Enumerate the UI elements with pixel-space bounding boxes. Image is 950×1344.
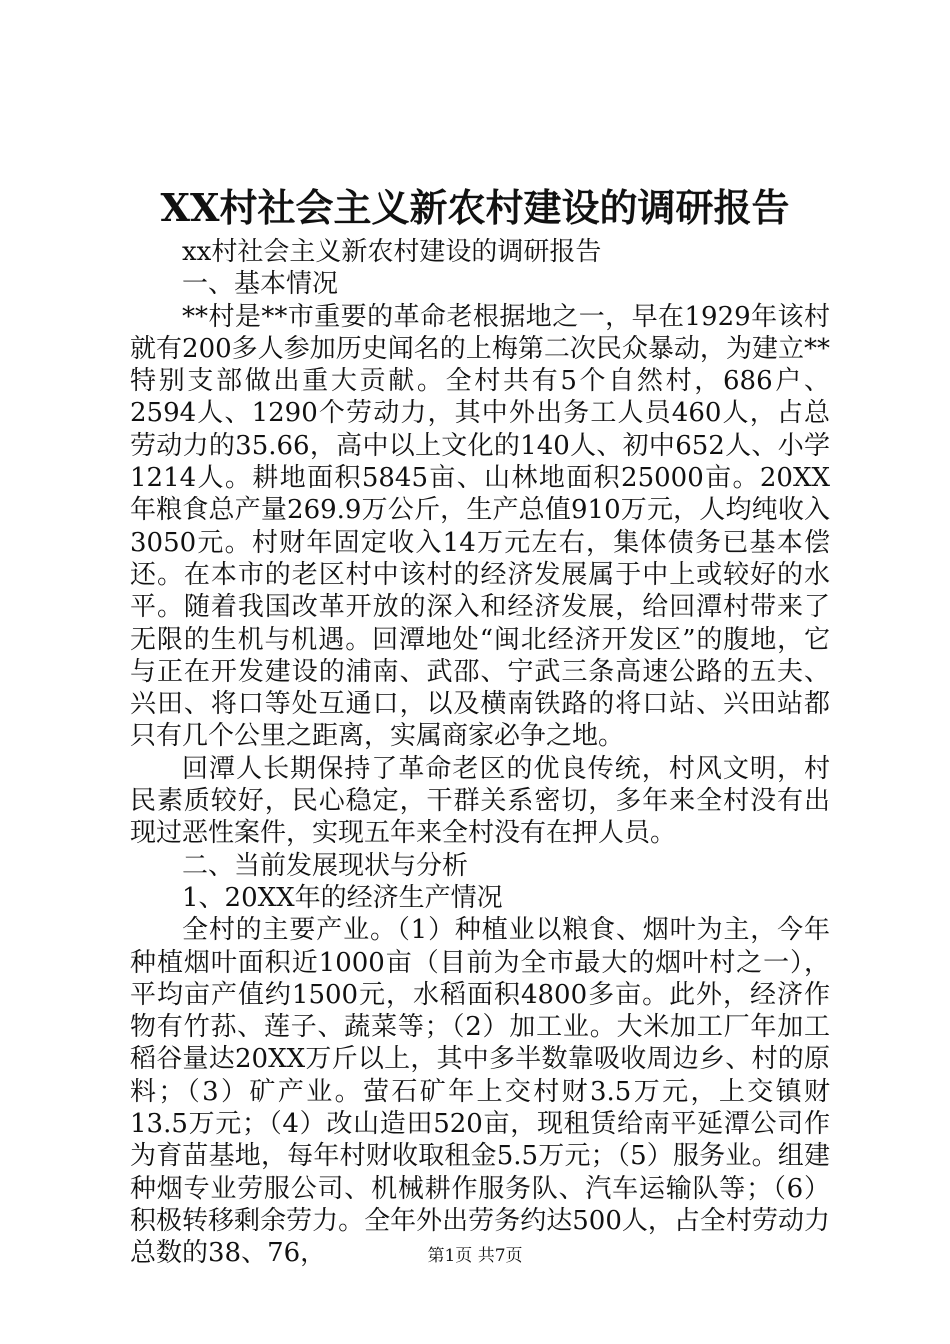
body-paragraph: 全村的主要产业。（1）种植业以粮食、烟叶为主，今年种植烟叶面积近1000亩（目前为全市最大的烟叶村之一），平均亩产值约1500元，水稻面积4800多亩。此外，经济作物有竹荪、莲子、蔬菜等；（2）加工业。大米加工厂年加工稻谷量达20XX万斤以上，其中多半数靠吸收周边乡、村的原料；（3）矿产业。萤石矿年上交村财3.5万元，上交镇财13.5万元；（4）改山造田520亩，现租赁给南平延潭公司作为育苗基地，每年村财收取租金5.5万元；（5）服务业。组建种烟专业劳服公司、机械耕作服务队、汽车运输队等；（6）积极转移剩余劳力。全年外出劳务约达500人，占全村劳动力总数的38、76， — [130, 915, 830, 1269]
subtitle-paragraph: xx村社会主义新农村建设的调研报告 — [182, 237, 602, 267]
section-heading-status: 二、当前发展现状与分析 — [182, 850, 469, 881]
body-paragraph: **村是**市重要的革命老根据地之一，早在1929年该村就有200多人参加历史闻名的上梅第二次民众暴动，为建立**特别支部做出重大贡献。全村共有5个自然村，686户、2594人、1290个劳动力，其中外出务工人员460人，占总劳动力的35.66，高中以上文化的140人、初中652人、小学1214人。耕地面积5845亩、山林地面积25000亩。20XX年粮食总产量269.9万公斤，生产总值910万元，人均纯收入3050元。村财年固定收入14万元左右，集体债务已基本偿还。在本市的老区村中该村的经济发展属于中上或较好的水平。随着我国改革开放的深入和经济发展，给回潭村带来了无限的生机与机遇。回潭地处“闽北经济开发区”的腹地，它与正在开发建设的浦南、武邵、宁武三条高速公路的五夫、兴田、将口等处互通口，以及横南铁路的将口站、兴田站都只有几个公里之距离，实属商家必争之地。 — [130, 301, 830, 752]
page-number: 第1页 共7页 — [427, 1246, 523, 1266]
body-paragraph: 回潭人长期保持了革命老区的优良传统，村风文明，村民素质较好，民心稳定，干群关系密切，多年来全村没有出现过恶性案件，实现五年来全村没有在押人员。 — [130, 753, 830, 849]
subsection-heading-economy: 1、20XX年的经济生产情况 — [182, 882, 503, 913]
section-heading-basic: 一、基本情况 — [182, 269, 339, 300]
document-title: XX村社会主义新农村建设的调研报告 — [160, 185, 790, 230]
document-body — [130, 236, 830, 1270]
